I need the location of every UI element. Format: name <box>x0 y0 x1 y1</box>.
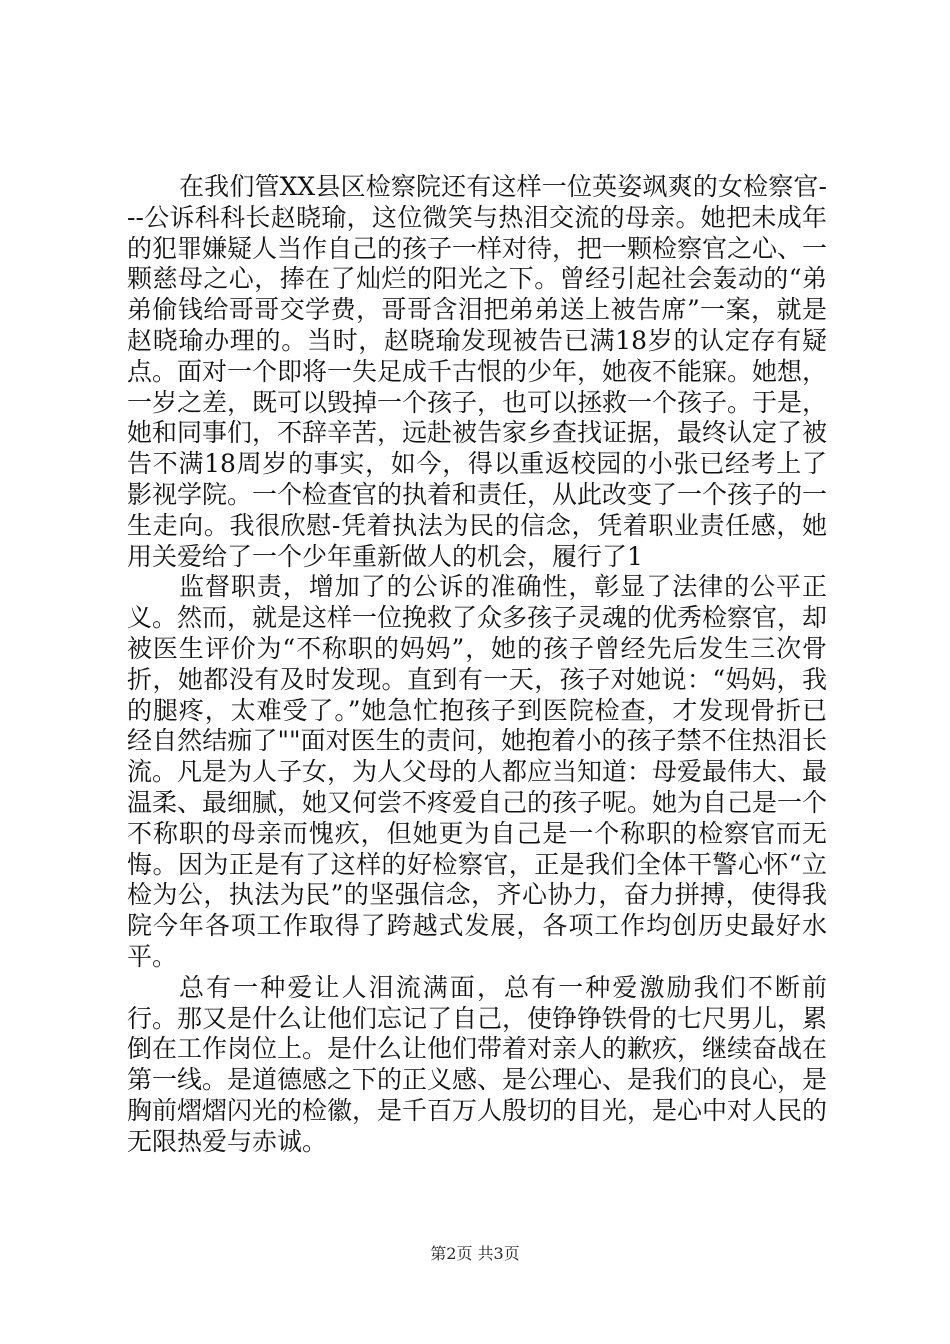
paragraph-3: 总有一种爱让人泪流满面，总有一种爱激励我们不断前行。那又是什么让他们忘记了自己，使铮铮铁骨的七尺男儿，累倒在工作岗位上。是什么让他们带着对亲人的歉疚，继续奋战在第一线。是道德感之下的正义感、是公理心、是我们的良心，是胸前熠熠闪光的检徽，是千百万人殷切的目光，是心中对人民的无限热爱与赤诚。 <box>127 972 828 1156</box>
page-number-footer: 第2页 共3页 <box>430 1244 520 1263</box>
paragraph-1: 在我们管XX县区检察院还有这样一位英姿飒爽的女检察官---公诉科科长赵晓瑜，这位微笑与热泪交流的母亲。她把未成年的犯罪嫌疑人当作自己的孩子一样对待，把一颗检察官之心、一颗慈母之心，捧在了灿烂的阳光之下。曾经引起社会轰动的“弟弟偷钱给哥哥交学费，哥哥含泪把弟弟送上被告席”一案，就是赵晓瑜办理的。当时，赵晓瑜发现被告已满18岁的认定存有疑点。面对一个即将一失足成千古恨的少年，她夜不能寐。她想，一岁之差，既可以毁掉一个孩子，也可以拯救一个孩子。于是，她和同事们，不辞辛苦，远赴被告家乡查找证据，最终认定了被告不满18周岁的事实，如今，得以重返校园的小张已经考上了影视学院。一个检查官的执着和责任，从此改变了一个孩子的一生走向。我很欣慰-凭着执法为民的信念，凭着职业责任感，她用关爱给了一个少年重新做人的机会，履行了1 <box>127 172 828 571</box>
document-body <box>127 172 827 1158</box>
paragraph-2: 监督职责，增加了的公诉的准确性，彰显了法律的公平正义。然而，就是这样一位挽救了众多孩子灵魂的优秀检察官，却被医生评价为“不称职的妈妈”，她的孩子曾经先后发生三次骨折，她都没有及时发现。直到有一天，孩子对她说：“妈妈，我的腿疼，太难受了。”她急忙抱孩子到医院检查，才发现骨折已经自然结痂了""面对医生的责问，她抱着小的孩子禁不住热泪长流。凡是为人子女，为人父母的人都应当知道：母爱最伟大、最温柔、最细腻，她又何尝不疼爱自己的孩子呢。她为自己是一个不称职的母亲而愧疚，但她更为自己是一个称职的检察官而无悔。因为正是有了这样的好检察官，正是我们全体干警心怀“立检为公，执法为民”的坚强信念，齐心协力，奋力拼搏，使得我院今年各项工作取得了跨越式发展，各项工作均创历史最好水平。 <box>127 572 828 971</box>
